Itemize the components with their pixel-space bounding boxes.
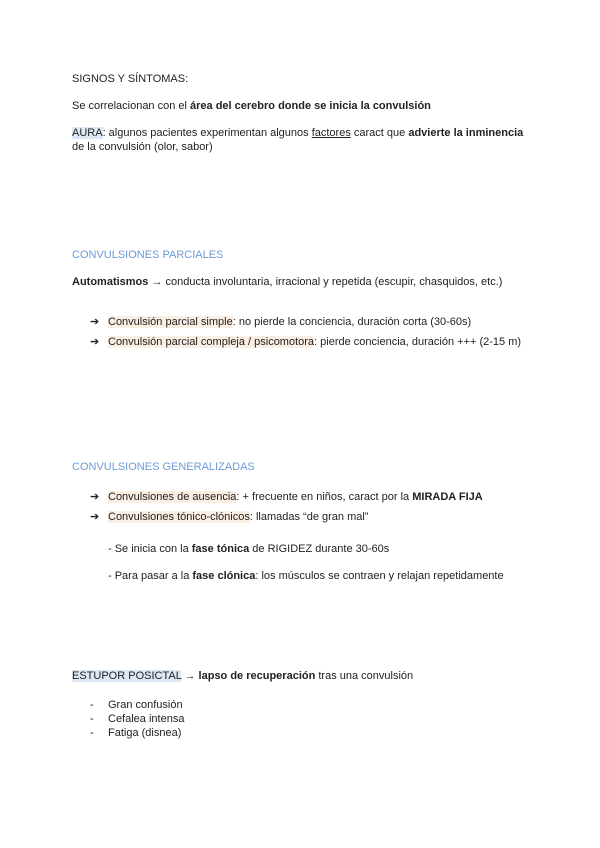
- arrow-icon: ➔: [90, 316, 100, 328]
- list-item-parcial-simple: ➔ Convulsión parcial simple: no pierde la conciencia, duración corta (30-60s): [90, 316, 472, 328]
- list-item-tonico-clonicos: ➔ Convulsiones tónico-clónicos: llamadas “de gran mal”: [90, 511, 369, 523]
- arrow-icon: ➔: [90, 336, 100, 348]
- estupor-label: ESTUPOR POSICTAL: [72, 670, 182, 682]
- paragraph-automatismos: Automatismos → conducta involuntaria, irracional y repetida (escupir, chasquidos, etc.): [72, 276, 503, 288]
- list-item-parcial-compleja: ➔ Convulsión parcial compleja / psicomotora: pierde conciencia, duración +++ (2-15 m): [90, 336, 522, 348]
- section-title-signos: SIGNOS Y SÍNTOMAS:: [72, 73, 189, 85]
- arrow-icon: ➔: [90, 491, 100, 503]
- list-item-fatiga: - Fatiga (disnea): [90, 727, 182, 739]
- paragraph-aura-cont: de la convulsión (olor, sabor): [72, 141, 213, 153]
- heading-parciales: CONVULSIONES PARCIALES: [72, 249, 224, 261]
- list-item-ausencia: ➔ Convulsiones de ausencia: + frecuente en niños, caract por la MIRADA FIJA: [90, 491, 483, 503]
- paragraph-estupor: ESTUPOR POSICTAL → lapso de recuperación tras una convulsión: [72, 670, 414, 682]
- heading-generalizadas: CONVULSIONES GENERALIZADAS: [72, 461, 255, 473]
- sub-item-fase-tonica: - Se inicia con la fase tónica de RIGIDEZ durante 30-60s: [108, 543, 390, 555]
- sub-item-fase-clonica: - Para pasar a la fase clónica: los músculos se contraen y relajan repetidamente: [108, 570, 504, 582]
- paragraph-aura: AURA: algunos pacientes experimentan algunos factores caract que advierte la inminencia: [72, 127, 524, 139]
- aura-label: AURA: [72, 127, 103, 139]
- paragraph-correlacion: Se correlacionan con el área del cerebro donde se inicia la convulsión: [72, 100, 431, 112]
- list-item-confusion: - Gran confusión: [90, 699, 183, 711]
- list-item-cefalea: - Cefalea intensa: [90, 713, 185, 725]
- arrow-icon: ➔: [90, 511, 100, 523]
